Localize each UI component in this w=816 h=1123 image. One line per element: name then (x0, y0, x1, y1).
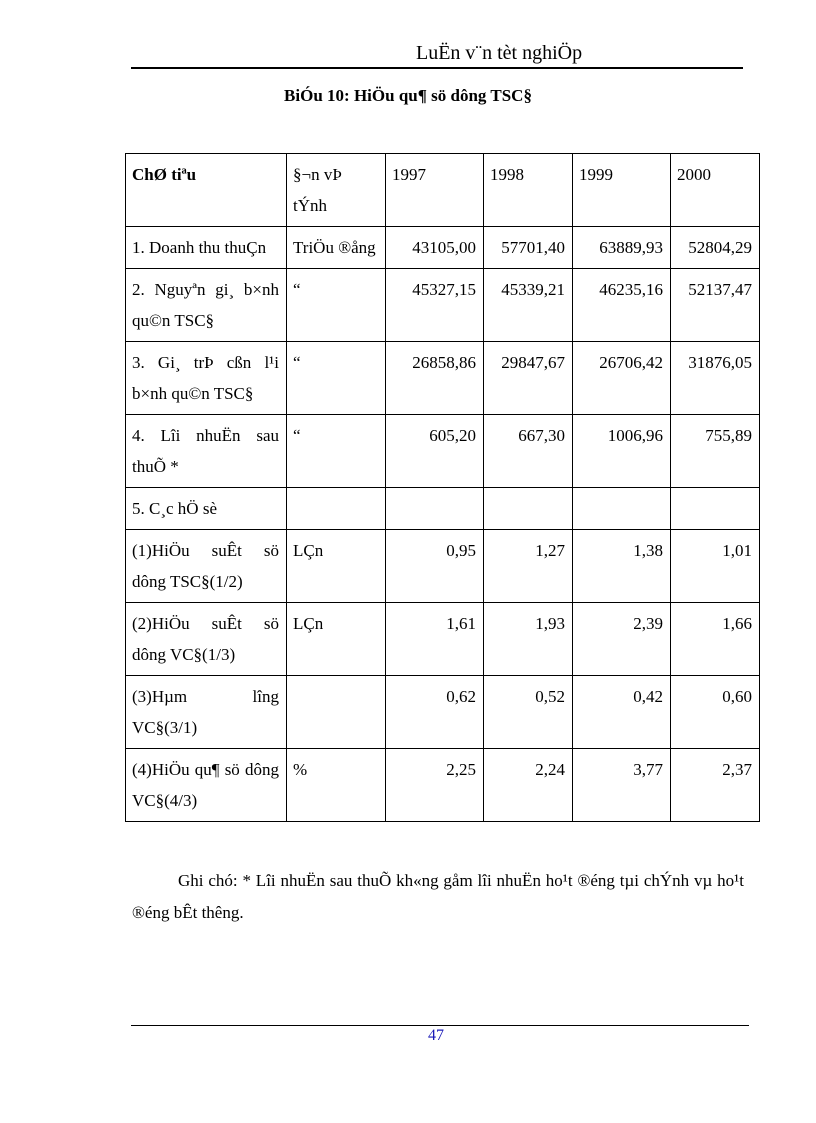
value-cell: 1006,96 (573, 415, 671, 488)
value-cell: 52137,47 (671, 269, 760, 342)
value-cell: 605,20 (386, 415, 484, 488)
table-row (126, 227, 760, 269)
unit-cell (287, 676, 386, 749)
unit-cell (287, 488, 386, 530)
value-cell: 45339,21 (484, 269, 573, 342)
header-rule (131, 67, 743, 69)
value-cell: 1,61 (386, 603, 484, 676)
footnote: Ghi chó: * Lîi nhuËn sau thuÕ kh«ng gåm lîi nhuËn ho¹t ®éng tµi chÝnh vµ ho¹t ®éng bÊt thêng. (132, 871, 744, 922)
value-cell: 1,01 (671, 530, 760, 603)
value-cell: 755,89 (671, 415, 760, 488)
column-header-unit: §¬n vÞ tÝnh (287, 154, 386, 227)
column-header-1999: 1999 (573, 154, 671, 227)
unit-cell: LÇn (287, 530, 386, 603)
footer-rule (131, 1025, 749, 1026)
unit-cell: “ (287, 415, 386, 488)
table-row (126, 269, 760, 342)
value-cell: 0,95 (386, 530, 484, 603)
indicator-cell: 3. Gi¸ trÞ cßn l¹i b×nh qu©n TSC§ (126, 342, 287, 415)
table-header-row (126, 154, 760, 227)
value-cell: 2,39 (573, 603, 671, 676)
value-cell: 45327,15 (386, 269, 484, 342)
value-cell (671, 488, 760, 530)
value-cell: 667,30 (484, 415, 573, 488)
indicator-cell: (2)HiÖu suÊt sö dông VC§(1/3) (126, 603, 287, 676)
table-row (126, 488, 760, 530)
value-cell: 0,60 (671, 676, 760, 749)
value-cell: 1,66 (671, 603, 760, 676)
column-header-indicator: ChØ tiªu (126, 154, 287, 227)
data-table (125, 153, 760, 822)
unit-cell: “ (287, 269, 386, 342)
value-cell: 0,42 (573, 676, 671, 749)
table-title: BiÓu 10: HiÖu qu¶ sö dông TSC§ (284, 86, 532, 105)
value-cell: 2,25 (386, 749, 484, 822)
running-header-title: LuËn v¨n tèt nghiÖp (416, 42, 583, 64)
value-cell: 0,62 (386, 676, 484, 749)
value-cell: 2,37 (671, 749, 760, 822)
table-row (126, 342, 760, 415)
value-cell (484, 488, 573, 530)
value-cell: 1,27 (484, 530, 573, 603)
table-row (126, 676, 760, 749)
value-cell: 46235,16 (573, 269, 671, 342)
value-cell: 43105,00 (386, 227, 484, 269)
column-header-1998: 1998 (484, 154, 573, 227)
unit-cell: LÇn (287, 603, 386, 676)
table-row (126, 749, 760, 822)
indicator-cell: (4)HiÖu qu¶ sö dông VC§(4/3) (126, 749, 287, 822)
value-cell: 52804,29 (671, 227, 760, 269)
table-row (126, 415, 760, 488)
value-cell: 3,77 (573, 749, 671, 822)
value-cell: 26858,86 (386, 342, 484, 415)
value-cell: 1,38 (573, 530, 671, 603)
table-row (126, 530, 760, 603)
unit-cell: % (287, 749, 386, 822)
indicator-cell: 5. C¸c hÖ sè (126, 488, 287, 530)
page-number: 47 (428, 1027, 444, 1044)
value-cell (573, 488, 671, 530)
value-cell: 29847,67 (484, 342, 573, 415)
indicator-cell: 1. Doanh thu thuÇn (126, 227, 287, 269)
indicator-cell: (1)HiÖu suÊt sö dông TSC§(1/2) (126, 530, 287, 603)
value-cell: 31876,05 (671, 342, 760, 415)
indicator-cell: 4. Lîi nhuËn sau thuÕ * (126, 415, 287, 488)
indicator-cell: (3)Hµm lîng VC§(3/1) (126, 676, 287, 749)
unit-cell: “ (287, 342, 386, 415)
value-cell: 63889,93 (573, 227, 671, 269)
unit-cell: TriÖu ®ång (287, 227, 386, 269)
indicator-cell: 2. Nguyªn gi¸ b×nh qu©n TSC§ (126, 269, 287, 342)
column-header-2000: 2000 (671, 154, 760, 227)
value-cell: 1,93 (484, 603, 573, 676)
value-cell: 57701,40 (484, 227, 573, 269)
table-row (126, 603, 760, 676)
value-cell: 0,52 (484, 676, 573, 749)
column-header-1997: 1997 (386, 154, 484, 227)
value-cell (386, 488, 484, 530)
value-cell: 26706,42 (573, 342, 671, 415)
value-cell: 2,24 (484, 749, 573, 822)
